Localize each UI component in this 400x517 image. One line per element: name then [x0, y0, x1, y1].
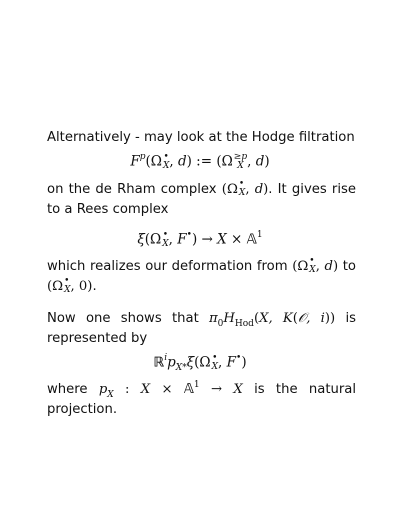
equation-hodge-filtration: $F^p(\Omega$ • X , d) := (Ω ≥p X , d) — [130, 152, 270, 171]
de-rham-text-b: . It gives rise to a Rees complex — [47, 182, 356, 217]
paragraph-hodge-intro — [47, 128, 356, 148]
paragraph-de-rham: on the de Rham complex (Ω • X , d). It gives rise to a Rees complex — [47, 179, 356, 217]
hodge-stack-text-a: Now one shows that — [47, 311, 209, 326]
deformation-text-b: to — [338, 259, 356, 274]
hodge-stack-text-b: is represented by — [47, 311, 356, 346]
equation-rees-complex: ξ(Ω • X , F•) → X × 𝔸$^1$ — [137, 230, 263, 249]
projection-text-b: is the natural projection. — [47, 382, 357, 417]
deformation-text-c: . — [92, 279, 97, 294]
paragraph-hodge-stack: Now one shows that $\pi_0H_{Hod}(X$, K(𝒪, i)) is represented by — [47, 311, 356, 346]
paragraph-projection: where $p_X$ : X × 𝔸$^1$ → X is the natural projection. — [47, 379, 357, 417]
paragraph-deformation: which realizes our deformation from (Ω • X , d) to (Ω • X , 0). — [47, 256, 356, 295]
equation-derived-pushforward: $ℝ^ip_{X*}\xi(\Omega$ • X , F•) — [153, 353, 247, 374]
deformation-text-a: which realizes our deformation from — [47, 259, 293, 274]
de-rham-text-a: on the de Rham complex — [47, 182, 222, 197]
projection-text-a: where — [47, 382, 99, 397]
hodge-intro-text: Alternatively - may look at the Hodge filtration — [47, 130, 355, 145]
